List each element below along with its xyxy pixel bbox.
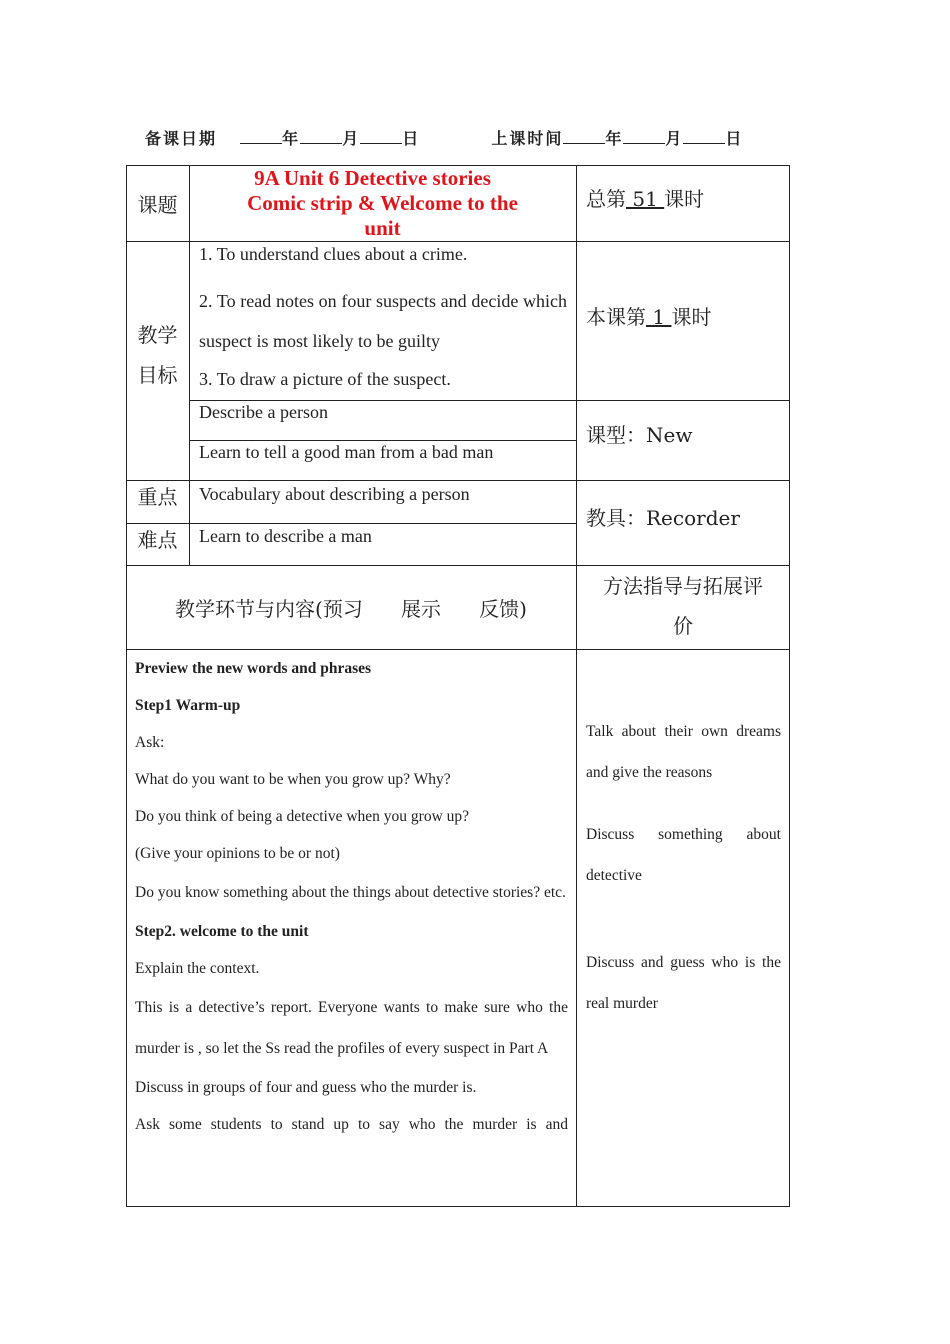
preview-heading: Preview the new words and phrases — [135, 660, 372, 677]
class-day-blank — [683, 129, 725, 144]
section-heading-right — [577, 566, 789, 646]
difficult-label: 难点 — [137, 528, 178, 552]
difficult-text: Learn to describe a man — [199, 526, 372, 546]
goals-list — [199, 242, 567, 397]
row-divider — [126, 523, 577, 524]
goals-label-line1: 教学 — [137, 323, 178, 347]
section-heading-right-line1: 方法指导与拓展评 — [603, 574, 763, 598]
class-day-label: 日 — [725, 129, 744, 148]
goals-label-line2: 目标 — [137, 363, 178, 387]
lesson-number — [586, 301, 711, 330]
lesson-title — [189, 166, 576, 241]
question-2: Do you think of being a detective when you grow up? — [135, 808, 470, 825]
lesson-body — [135, 650, 568, 1143]
total-number: 51 — [626, 187, 665, 211]
table-border-right — [789, 165, 790, 1207]
section-heading-left: 教学环节与内容(预习 展示 反馈) — [175, 597, 527, 621]
goal-2: 2. To read notes on four suspects and decide which suspect is most likely to be guilty — [199, 291, 567, 351]
class-year-label: 年 — [605, 129, 624, 148]
prep-year-blank — [240, 129, 282, 144]
lesson-title-line3: unit — [364, 216, 401, 240]
prep-day-label: 日 — [402, 129, 421, 148]
ask-students-paragraph: Ask some students to stand up to say who the murder is and — [135, 1116, 568, 1133]
lesson-prefix: 本课第 — [586, 305, 646, 329]
lesson-table — [126, 165, 790, 1207]
step1-heading: Step1 Warm-up — [135, 697, 241, 714]
ask-label: Ask: — [135, 734, 165, 751]
key-label: 重点 — [137, 485, 178, 509]
prep-day-blank — [360, 129, 402, 144]
note-1: Talk about their own dreams and give the reasons — [586, 723, 781, 781]
explain-context: Explain the context. — [135, 960, 260, 977]
goals-label — [126, 315, 189, 395]
report-paragraph: This is a detective’s report. Everyone wants to make sure who the murder is , so let the Ss read the profiles of every suspect in Part A — [135, 999, 568, 1057]
date-line — [145, 126, 743, 149]
prep-date-label: 备课日期 — [145, 129, 218, 148]
note-3: Discuss and guess who is the real murder — [586, 954, 781, 1012]
note-2: Discuss something about detective — [586, 826, 781, 884]
col-divider — [576, 165, 577, 1207]
total-prefix: 总第 — [586, 187, 626, 211]
question-3: (Give your opinions to be or not) — [135, 845, 340, 862]
discuss-paragraph: Discuss in groups of four and guess who the murder is. — [135, 1079, 477, 1096]
key-text: Vocabulary about describing a person — [199, 484, 470, 504]
lesson-number-value: 1 — [646, 305, 672, 329]
prep-month-label: 月 — [342, 129, 361, 148]
goal-3: 3. To draw a picture of the suspect. — [199, 369, 451, 389]
step2-heading: Step2. welcome to the unit — [135, 923, 309, 940]
class-time-label: 上课时间 — [491, 129, 564, 148]
row-divider — [189, 400, 790, 401]
row-divider — [189, 440, 577, 441]
goal-1: 1. To understand clues about a crime. — [199, 244, 468, 264]
class-month-label: 月 — [665, 129, 684, 148]
prep-year-label: 年 — [282, 129, 301, 148]
sub-goal-2: Learn to tell a good man from a bad man — [199, 442, 494, 462]
row-divider — [126, 480, 790, 481]
total-suffix: 课时 — [664, 187, 705, 211]
teaching-tools: 教具：Recorder — [586, 506, 740, 530]
question-4: Do you know something about the things about detective stories? etc. — [135, 884, 566, 901]
lesson-title-line1: 9A Unit 6 Detective stories — [254, 166, 491, 190]
lesson-title-line2: Comic strip & Welcome to the — [247, 191, 518, 215]
class-year-blank — [563, 129, 605, 144]
sub-goal-1: Describe a person — [199, 402, 328, 422]
class-month-blank — [623, 129, 665, 144]
section-heading-right-line2: 价 — [673, 614, 693, 638]
lesson-type: 课型：New — [586, 423, 693, 447]
question-1: What do you want to be when you grow up? Why? — [135, 771, 451, 788]
total-lesson-count — [586, 183, 704, 212]
table-border-bottom — [126, 1206, 790, 1207]
topic-label: 课题 — [137, 192, 178, 217]
lesson-suffix: 课时 — [671, 305, 712, 329]
prep-month-blank — [300, 129, 342, 144]
